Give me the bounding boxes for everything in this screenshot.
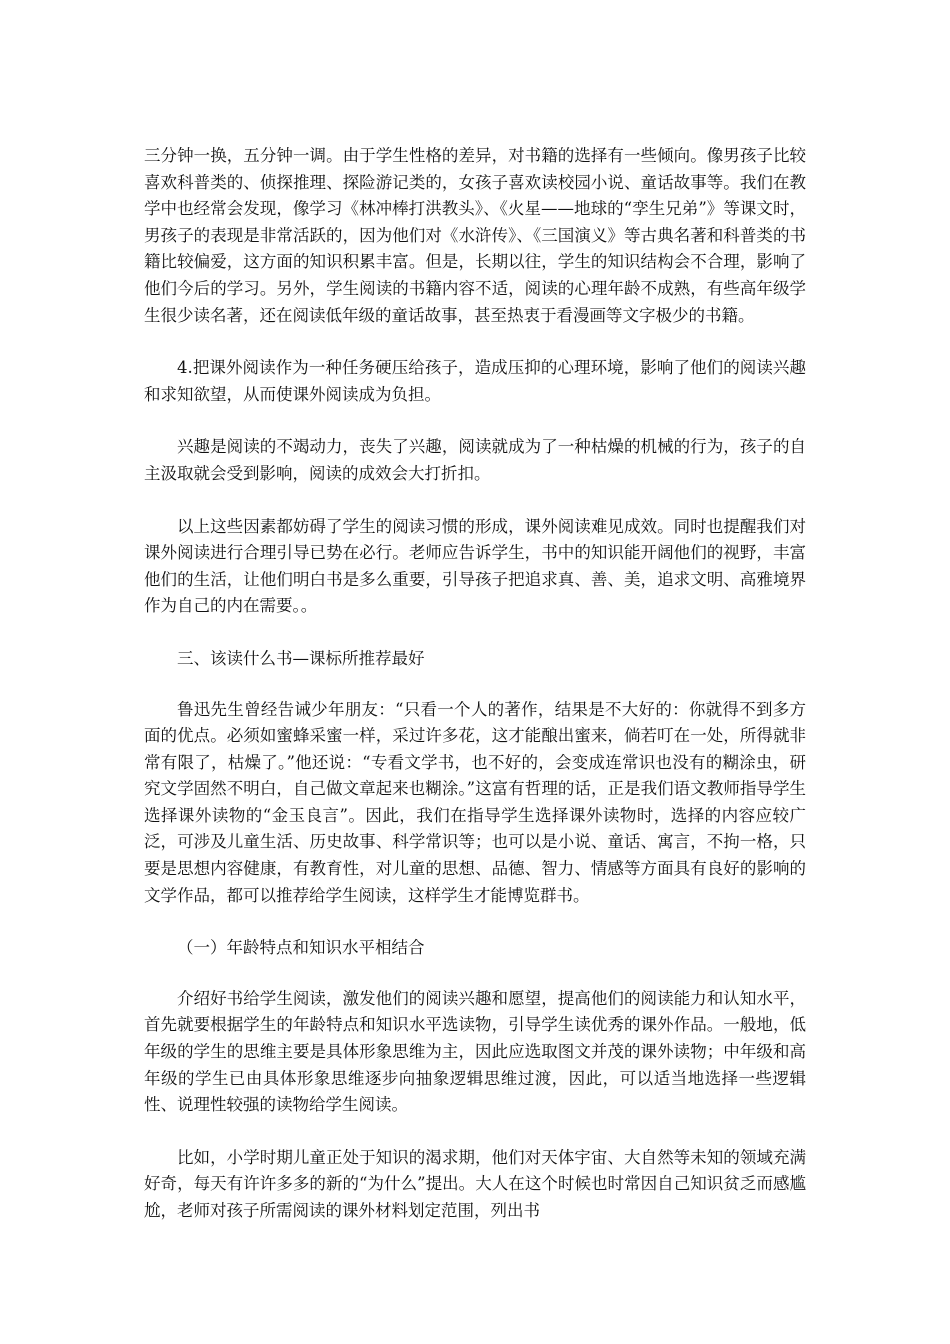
- paragraph-summary: 以上这些因素都妨碍了学生的阅读习惯的形成，课外阅读难见成效。同时也提醒我们对课外阅读进行合理引导已势在必行。老师应告诉学生，书中的知识能开阔他们的视野，丰富他们的生活，让他们明白书是多么重要，引导孩子把追求真、善、美，追求文明、高雅境界作为自己的内在需要。。: [144, 516, 806, 616]
- section-heading-3: 三、该读什么书—课标所推荐最好: [177, 648, 425, 668]
- paragraph-example: 比如，小学时期儿童正处于知识的渴求期，他们对天体宇宙、大自然等未知的领域充满好奇，每天有许许多多的新的“为什么”提出。大人在这个时候也时常因自己知识贫乏而感尴尬，老师对孩子所需阅读的课外材料划定范围，列出书: [144, 1147, 806, 1220]
- document-body: [144, 143, 806, 1251]
- paragraph-luxun-quote: 鲁迅先生曾经告诫少年朋友：“只看一个人的著作，结果是不大好的：你就得不到多方面的优点。必须如蜜蜂采蜜一样，采过许多花，这才能酿出蜜来，倘若叮在一处，所得就非常有限了，枯燥了。”他还说：“专看文学书，也不好的，会变成连常识也没有的糊涂虫，研究文学固然不明白，自己做文章起来也糊涂。”这富有哲理的话，正是我们语文教师指导学生选择课外读物的“金玉良言”。因此，我们在指导学生选择课外读物时，选择的内容应较广泛，可涉及儿童生活、历史故事、科学常识等；也可以是小说、童话、寓言，不拘一格，只要是思想内容健康，有教育性，对儿童的思想、品德、智力、情感等方面具有良好的影响的文学作品，都可以推荐给学生阅读，这样学生才能博览群书。: [144, 699, 806, 905]
- paragraph-introduce-books: 介绍好书给学生阅读，激发他们的阅读兴趣和愿望，提高他们的阅读能力和认知水平，首先就要根据学生的年龄特点和知识水平选读物，引导学生读优秀的课外作品。一般地，低年级的学生的思维主要是具体形象思维为主，因此应选取图文并茂的课外读物；中年级和高年级的学生已由具体形象思维逐步向抽象逻辑思维过渡，因此，可以适当地选择一些逻辑性、说理性较强的读物给学生阅读。: [144, 988, 806, 1115]
- paragraph-point-4: 4.把课外阅读作为一种任务硬压给孩子，造成压抑的心理环境，影响了他们的阅读兴趣和求知欲望，从而使课外阅读成为负担。: [144, 358, 806, 404]
- subsection-heading-1: （一）年龄特点和知识水平相结合: [177, 938, 425, 958]
- paragraph-continuation: 三分钟一换，五分钟一调。由于学生性格的差异，对书籍的选择有一些倾向。像男孩子比较喜欢科普类的、侦探推理、探险游记类的，女孩子喜欢读校园小说、童话故事等。我们在教学中也经常会发现，像学习《林冲棒打洪教头》、《火星——地球的“孪生兄弟”》等课文时，男孩子的表现是非常活跃的，因为他们对《水浒传》、《三国演义》等古典名著和科普类的书籍比较偏爱，这方面的知识积累丰富。但是，长期以往，学生的知识结构会不合理，影响了他们今后的学习。另外，学生阅读的书籍内容不适，阅读的心理年龄不成熟，有些高年级学生很少读名著，还在阅读低年级的童话故事，甚至热衷于看漫画等文字极少的书籍。: [144, 146, 806, 325]
- paragraph-interest: 兴趣是阅读的不竭动力，丧失了兴趣，阅读就成为了一种枯燥的机械的行为，孩子的自主汲取就会受到影响，阅读的成效会大打折扣。: [144, 437, 806, 483]
